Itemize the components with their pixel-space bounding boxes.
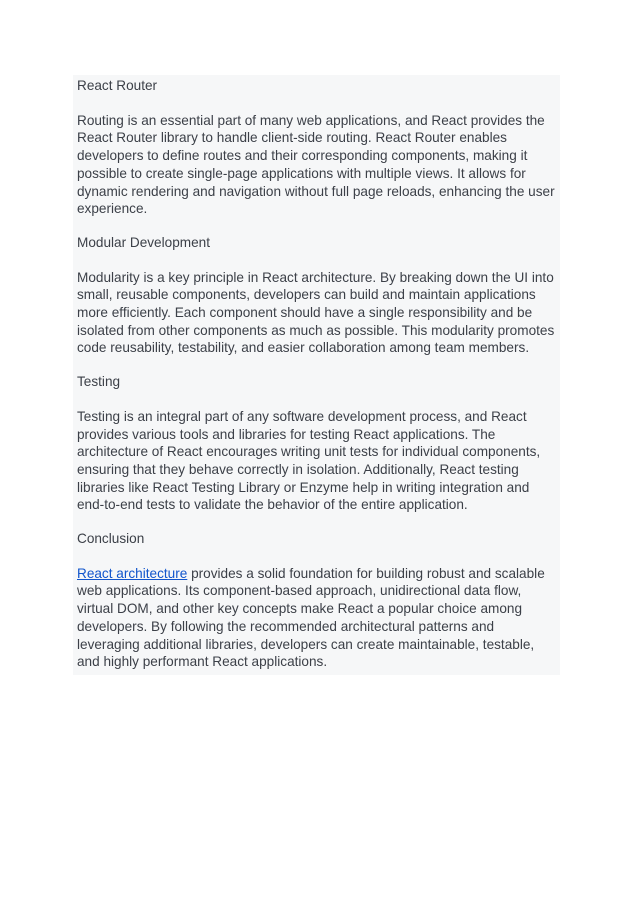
section-heading-testing: Testing	[77, 374, 121, 390]
conclusion-text: provides a solid foundation for building robust and scalable web applications. Its component-based approach, unidirectional data flow, virtual DOM, and other key concepts make React a popular choice among developers. By following the recommended architectural patterns and leveraging additional libraries, developers can create maintainable, testable, and highly performant React applications.	[77, 565, 545, 670]
section-body-react-router: Routing is an essential part of many web applications, and React provides the React Router library to handle client-side routing. React Router enables developers to define routes and their corresponding components, making it possible to create single-page applications with multiple views. It allows for dynamic rendering and navigation without full page reloads, enhancing the user experience.	[77, 112, 555, 217]
section-body-conclusion	[77, 565, 560, 671]
section-body-testing: Testing is an integral part of any software development process, and React provides various tools and libraries for testing React applications. The architecture of React encourages writing unit tests for individual components, ensuring that they behave correctly in isolation. Additionally, React testing libraries like React Testing Library or Enzyme help in writing integration and end-to-end tests to validate the behavior of the entire application.	[77, 408, 541, 513]
article-content	[73, 75, 560, 675]
react-architecture-link[interactable]: React architecture	[77, 565, 188, 581]
section-heading-modular-development: Modular Development	[77, 234, 210, 250]
section-heading-conclusion: Conclusion	[77, 531, 145, 547]
section-heading-react-router: React Router	[77, 78, 158, 93]
section-body-modular-development: Modularity is a key principle in React architecture. By breaking down the UI into small, reusable components, developers can build and maintain applications more efficiently. Each component should have a single responsibility and be isolated from other components as much as possible. This modularity promotes code reusability, testability, and easier collaboration among team members.	[77, 269, 555, 356]
